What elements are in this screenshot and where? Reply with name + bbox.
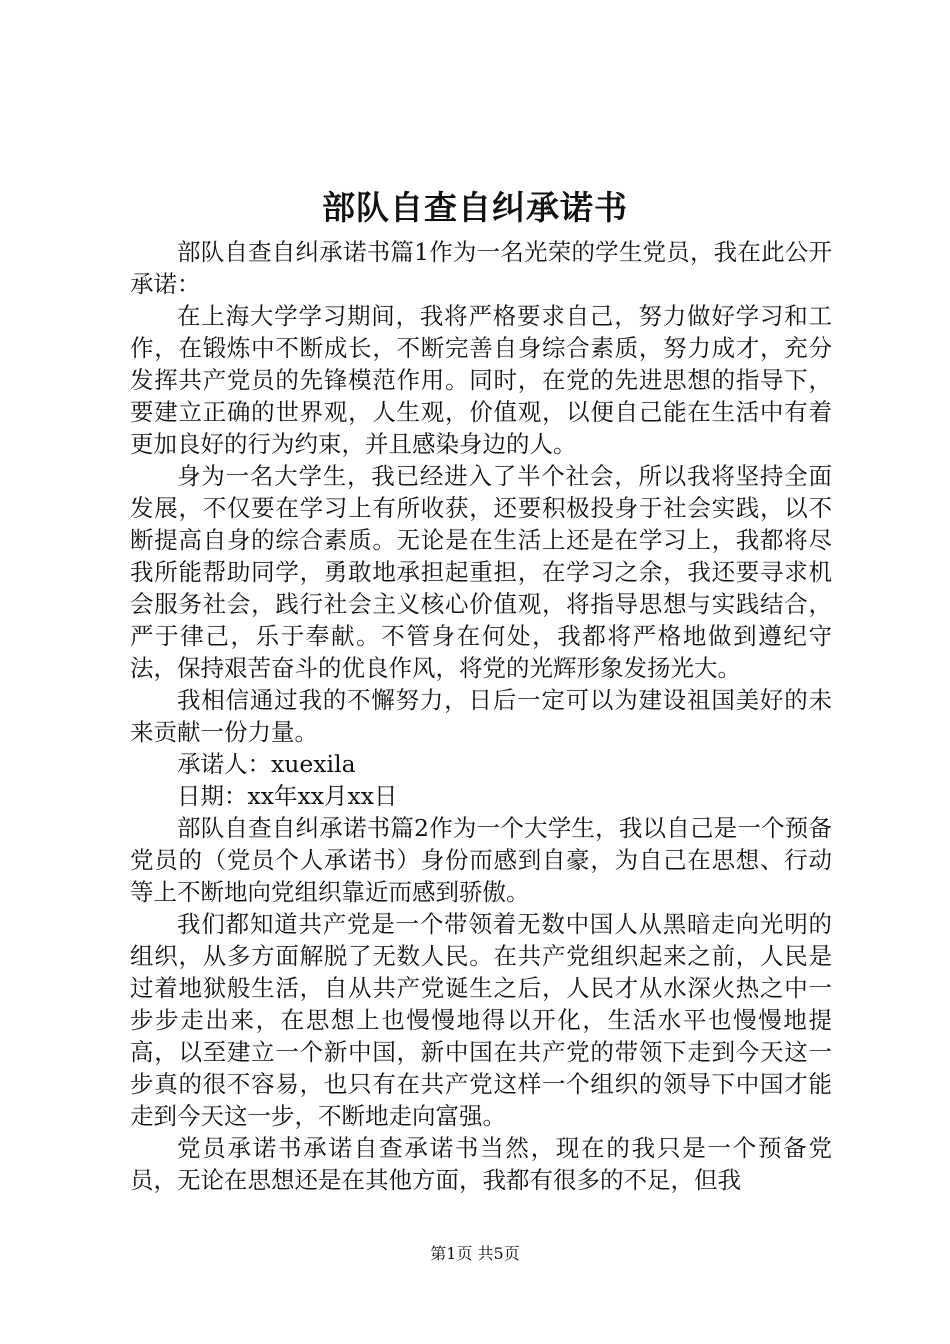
paragraph-2: 在上海大学学习期间，我将严格要求自己，努力做好学习和工作，在锻炼中不断成长，不断完善自身综合素质，努力成才，充分发挥共产党员的先锋模范作用。同时，在党的先进思想的指导下，要建立正确的世界观，人生观，价值观，以便自己能在生活中有着更加良好的行为约束，并且感染身边的人。 bbox=[130, 302, 832, 458]
paragraph-3: 身为一名大学生，我已经进入了半个社会，所以我将坚持全面发展，不仅要在学习上有所收获，还要积极投身于社会实践，以不断提高自身的综合素质。无论是在生活上还是在学习上，我都将尽我所能帮助同学，勇敢地承担起重担，在学习之余，我还要寻求机会服务社会，践行社会主义核心价值观，将指导思想与实践结合，严于律己，乐于奉献。不管身在何处，我都将严格地做到遵纪守法，保持艰苦奋斗的优良作风，将党的光辉形象发扬光大。 bbox=[130, 462, 832, 682]
document-body bbox=[130, 236, 832, 1196]
date-line: 日期：xx年xx月xx日 bbox=[177, 782, 398, 810]
paragraph-4: 我相信通过我的不懈努力，日后一定可以为建设祖国美好的未来贡献一份力量。 bbox=[130, 686, 832, 746]
paragraph-5: 部队自查自纠承诺书篇2作为一个大学生，我以自己是一个预备党员的（党员个人承诺书）身份而感到自豪，为自己在思想、行动等上不断地向党组织靠近而感到骄傲。 bbox=[130, 814, 832, 906]
paragraph-1: 部队自查自纠承诺书篇1作为一名光荣的学生党员，我在此公开承诺： bbox=[130, 238, 832, 298]
promiser-line: 承诺人：xuexila bbox=[177, 750, 356, 778]
page-footer: 第1页 共5页 bbox=[430, 1244, 520, 1263]
paragraph-7: 党员承诺书承诺自查承诺书当然，现在的我只是一个预备党员，无论在思想还是在其他方面，我都有很多的不足，但我 bbox=[130, 1134, 832, 1194]
document-title: 部队自查自纠承诺书 bbox=[322, 188, 628, 227]
paragraph-6: 我们都知道共产党是一个带领着无数中国人从黑暗走向光明的组织，从多方面解脱了无数人民。在共产党组织起来之前，人民是过着地狱般生活，自从共产党诞生之后，人民才从水深火热之中一步步走出来，在思想上也慢慢地得以开化，生活水平也慢慢地提高，以至建立一个新中国，新中国在共产党的带领下走到今天这一步真的很不容易，也只有在共产党这样一个组织的领导下中国才能走到今天这一步，不断地走向富强。 bbox=[130, 910, 832, 1130]
